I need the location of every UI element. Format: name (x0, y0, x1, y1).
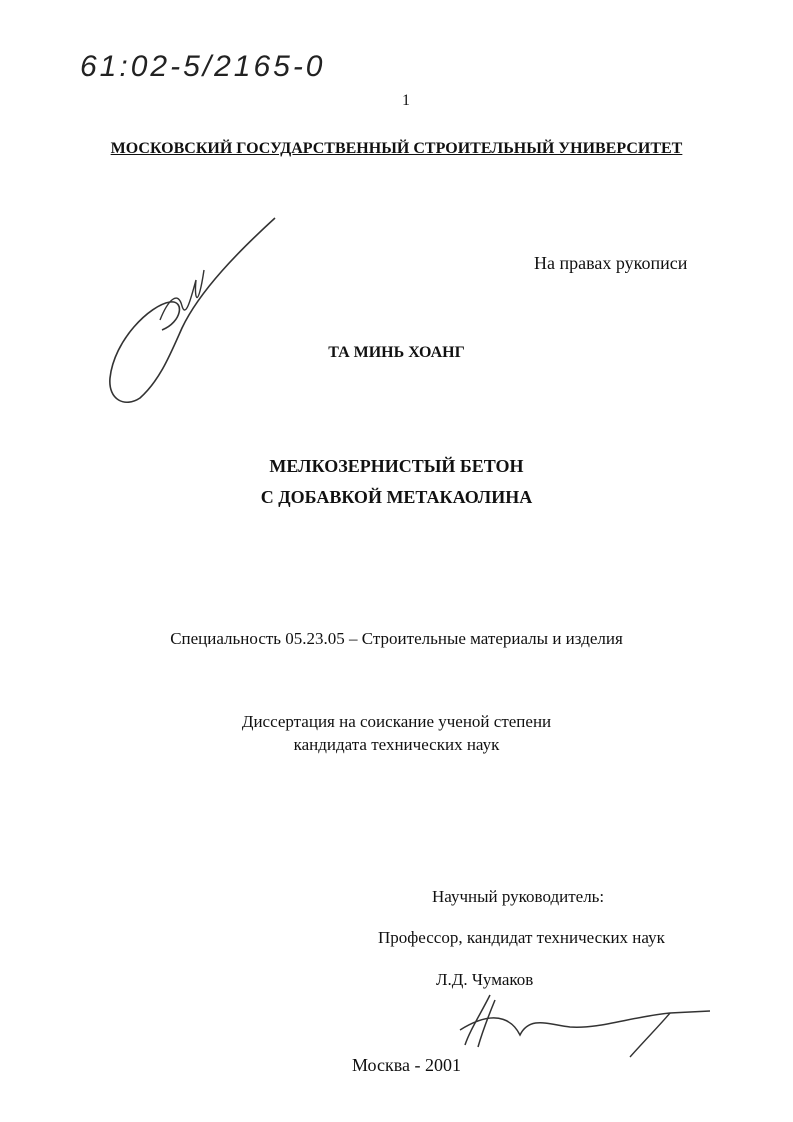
thesis-title-line-2: С ДОБАВКОЙ МЕТАКАОЛИНА (260, 487, 533, 507)
dissertation-line-2: кандидата технических наук (293, 735, 500, 754)
supervisor-name: Л.Д. Чумаков (436, 970, 534, 989)
dissertation-line-1: Диссертация на соискание ученой степени (241, 712, 552, 731)
supervisor-signature (440, 985, 720, 1065)
author-name: ТА МИНЬ ХОАНГ (328, 344, 465, 361)
city-year: Москва - 2001 (352, 1055, 461, 1075)
specialty-line: Специальность 05.23.05 – Строительные материалы и изделия (170, 629, 623, 648)
supervisor-degree: Профессор, кандидат технических наук (378, 928, 665, 947)
university-name: МОСКОВСКИЙ ГОСУДАРСТВЕННЫЙ СТРОИТЕЛЬНЫЙ УНИВЕРСИТЕТ (110, 140, 683, 157)
rights-note: На правах рукописи (534, 253, 688, 273)
thesis-title-line-1: МЕЛКОЗЕРНИСТЫЙ БЕТОН (269, 456, 524, 476)
archive-code: 61:02-5/2165-0 (80, 50, 326, 83)
supervisor-label: Научный руководитель: (432, 887, 605, 906)
author-signature (90, 210, 310, 410)
page-number: 1 (402, 92, 410, 109)
